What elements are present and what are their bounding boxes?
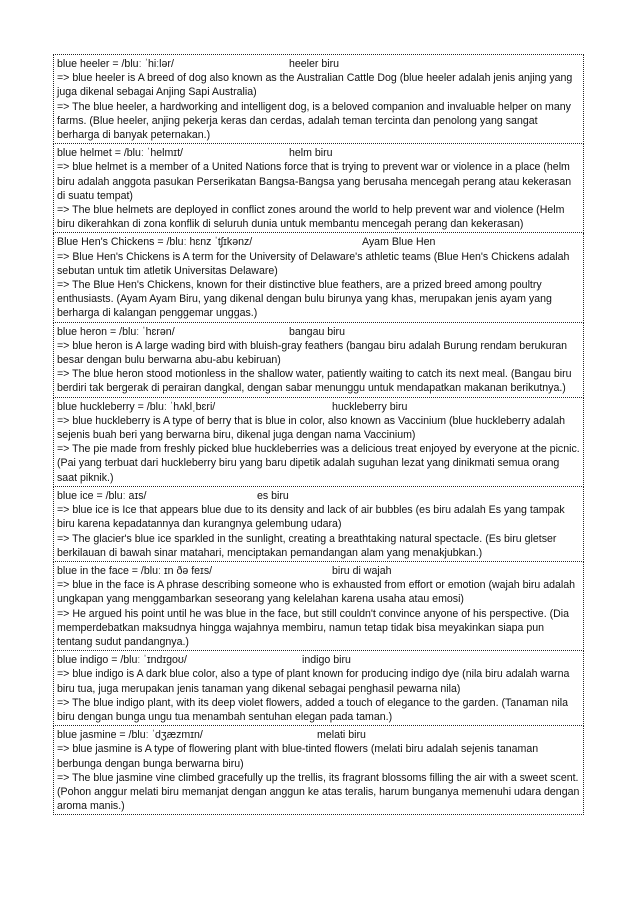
dictionary-entry [53, 562, 584, 651]
entry-headword: blue heeler = /bluː ˈhiːlər/ [57, 58, 174, 70]
entry-translation: melati biru [317, 729, 366, 742]
entry-definition: => blue indigo is A dark blue color, also a type of plant known for producing indigo dye (nila biru adalah warna biru tua, juga merupakan jenis tanaman yang dikenal sebagai penghasil pewarna nila) [57, 668, 570, 695]
entry-headword: Blue Hen's Chickens = /bluː hɛnz ˈtʃɪkənz/ [57, 236, 253, 249]
entry-definition: => blue ice is Ice that appears blue due to its density and lack of air bubbles (es biru adalah Es yang tampak biru karena kepadatannya dan kurangnya gelembung udara) [57, 504, 565, 531]
dictionary-entry [53, 651, 584, 726]
entry-header [57, 325, 580, 339]
entry-header [57, 146, 580, 160]
entry-header [57, 57, 580, 71]
entry-definition: => blue huckleberry is A type of berry that is blue in color, also known as Vaccinium (blue huckleberry adalah sejenis buah beri yang berwarna biru, dikenal juga dengan nama Vaccinium) [57, 414, 565, 442]
entry-translation: huckleberry biru [332, 400, 408, 413]
dictionary-entry [53, 726, 584, 815]
entry-headword: blue heron = /bluː ˈhɛrən/ [57, 325, 175, 338]
entry-example: => The Blue Hen's Chickens, known for their distinctive blue feathers, are a prized breed among poultry enthusiasts. (Ayam Ayam Biru, yang dikenal dengan bulu birunya yang khas, merupakan jenis ayam yang berharga di kalangan penggemar unggas.) [57, 279, 552, 320]
entry-example: => The glacier's blue ice sparkled in the sunlight, creating a breathtaking natural spectacle. (Es biru gletser berkilauan di bawah sinar matahari, menciptakan pemandangan alam yang menakjubkan.) [57, 532, 557, 559]
dictionary-entry [53, 233, 584, 322]
dictionary-entry [53, 323, 584, 398]
entry-example: => He argued his point until he was blue in the face, but still couldn't convince anyone of his perspective. (Dia memperdebatkan maksudnya hingga wajahnya membiru, namun tetap tidak bisa meyakinkan siapa pun tentang sudut pandangnya.) [57, 607, 570, 648]
entry-headword: blue in the face = /bluː ɪn ðə feɪs/ [57, 564, 213, 577]
entry-translation: es biru [257, 489, 289, 502]
dictionary-entry [53, 144, 584, 233]
document-page [53, 54, 584, 815]
entry-headword: blue helmet = /bluː ˈhelmɪt/ [57, 147, 183, 160]
entry-definition: => blue jasmine is A type of flowering plant with blue-tinted flowers (melati biru adalah sejenis tanaman berbunga dengan bunga berwarna biru) [57, 743, 539, 770]
dictionary-entry [53, 398, 584, 487]
entry-example: => The pie made from freshly picked blue huckleberries was a delicious treat enjoyed by everyone at the picnic. (Pai yang terbuat dari huckleberry biru yang baru dipetik adalah suguhan lezat yang dinikmati semua orang saat piknik.) [57, 443, 580, 484]
entry-translation: indigo biru [302, 654, 351, 667]
entry-headword: blue huckleberry = /bluː ˈhʌklˌbɛri/ [57, 400, 216, 413]
entry-translation: biru di wajah [332, 564, 392, 577]
entry-translation: Ayam Blue Hen [362, 236, 436, 249]
entry-header [57, 653, 580, 667]
entry-definition: => blue heron is A large wading bird with bluish-gray feathers (bangau biru adalah Burung rendam berukuran besar dengan bulu berwarna abu-abu kebiruan) [57, 339, 567, 367]
entry-example: => The blue heeler, a hardworking and intelligent dog, is a beloved companion and invaluable helper on many farms. (Blue heeler, anjing pekerja keras dan cerdas, adalah teman tercinta dan penolong yang sangat berharga di banyak peternakan.) [57, 100, 571, 142]
entry-headword: blue indigo = /bluː ˈɪndɪɡoʊ/ [57, 654, 187, 667]
entry-headword: blue ice = /bluː aɪs/ [57, 489, 147, 502]
entry-example: => The blue indigo plant, with its deep violet flowers, added a touch of elegance to the garden. (Tanaman nila biru dengan bunga ungu tua menambah sentuhan elegan pada taman.) [57, 696, 568, 723]
entry-header [57, 564, 580, 578]
entry-definition: => blue in the face is A phrase describing someone who is exhausted from effort or emotion (wajah biru adalah ungkapan yang menggambarkan seseorang yang kelelahan karena usaha atau emosi) [57, 579, 576, 606]
entry-definition: => blue helmet is a member of a United Nations force that is trying to prevent war or violence in a place (helm biru adalah anggota pasukan Perserikatan Bangsa-Bangsa yang berusaha mencegah perang atau kekerasan di suatu tempat) [57, 161, 572, 202]
entry-example: => The blue jasmine vine climbed gracefully up the trellis, its fragrant blossoms filling the air with a sweet scent. (Pohon anggur melati biru memanjat dengan anggun ke atas teralis, harum bunganya memenuhi udara dengan aroma manis.) [57, 771, 580, 813]
entry-translation: heeler biru [289, 58, 340, 70]
entry-translation: helm biru [289, 147, 333, 160]
entry-header [57, 400, 580, 414]
entry-header [57, 489, 580, 503]
entry-translation: bangau biru [289, 325, 345, 338]
entry-definition: => blue heeler is A breed of dog also known as the Australian Cattle Dog (blue heeler adalah jenis anjing yang juga dikenal sebagai Anjing Sapi Australia) [57, 72, 573, 99]
entry-header [57, 235, 580, 249]
entry-example: => The blue heron stood motionless in the shallow water, patiently waiting to catch its next meal. (Bangau biru berdiri tak bergerak di perairan dangkal, dengan sabar menunggu untuk mendapatkan makanan berikutnya.) [57, 368, 572, 395]
dictionary-entry [53, 54, 584, 144]
entry-header [57, 728, 580, 742]
entry-example: => The blue helmets are deployed in conflict zones around the world to help prevent war and violence (Helm biru dikerahkan di zona konflik di seluruh dunia untuk membantu mencegah perang dan kekerasan) [57, 204, 565, 231]
entry-definition: => Blue Hen's Chickens is A term for the University of Delaware's athletic teams (Blue Hen's Chickens adalah sebutan untuk tim atletik Universitas Delaware) [57, 250, 570, 277]
entry-headword: blue jasmine = /bluː ˈdʒæzmɪn/ [57, 729, 203, 742]
dictionary-entry [53, 487, 584, 562]
